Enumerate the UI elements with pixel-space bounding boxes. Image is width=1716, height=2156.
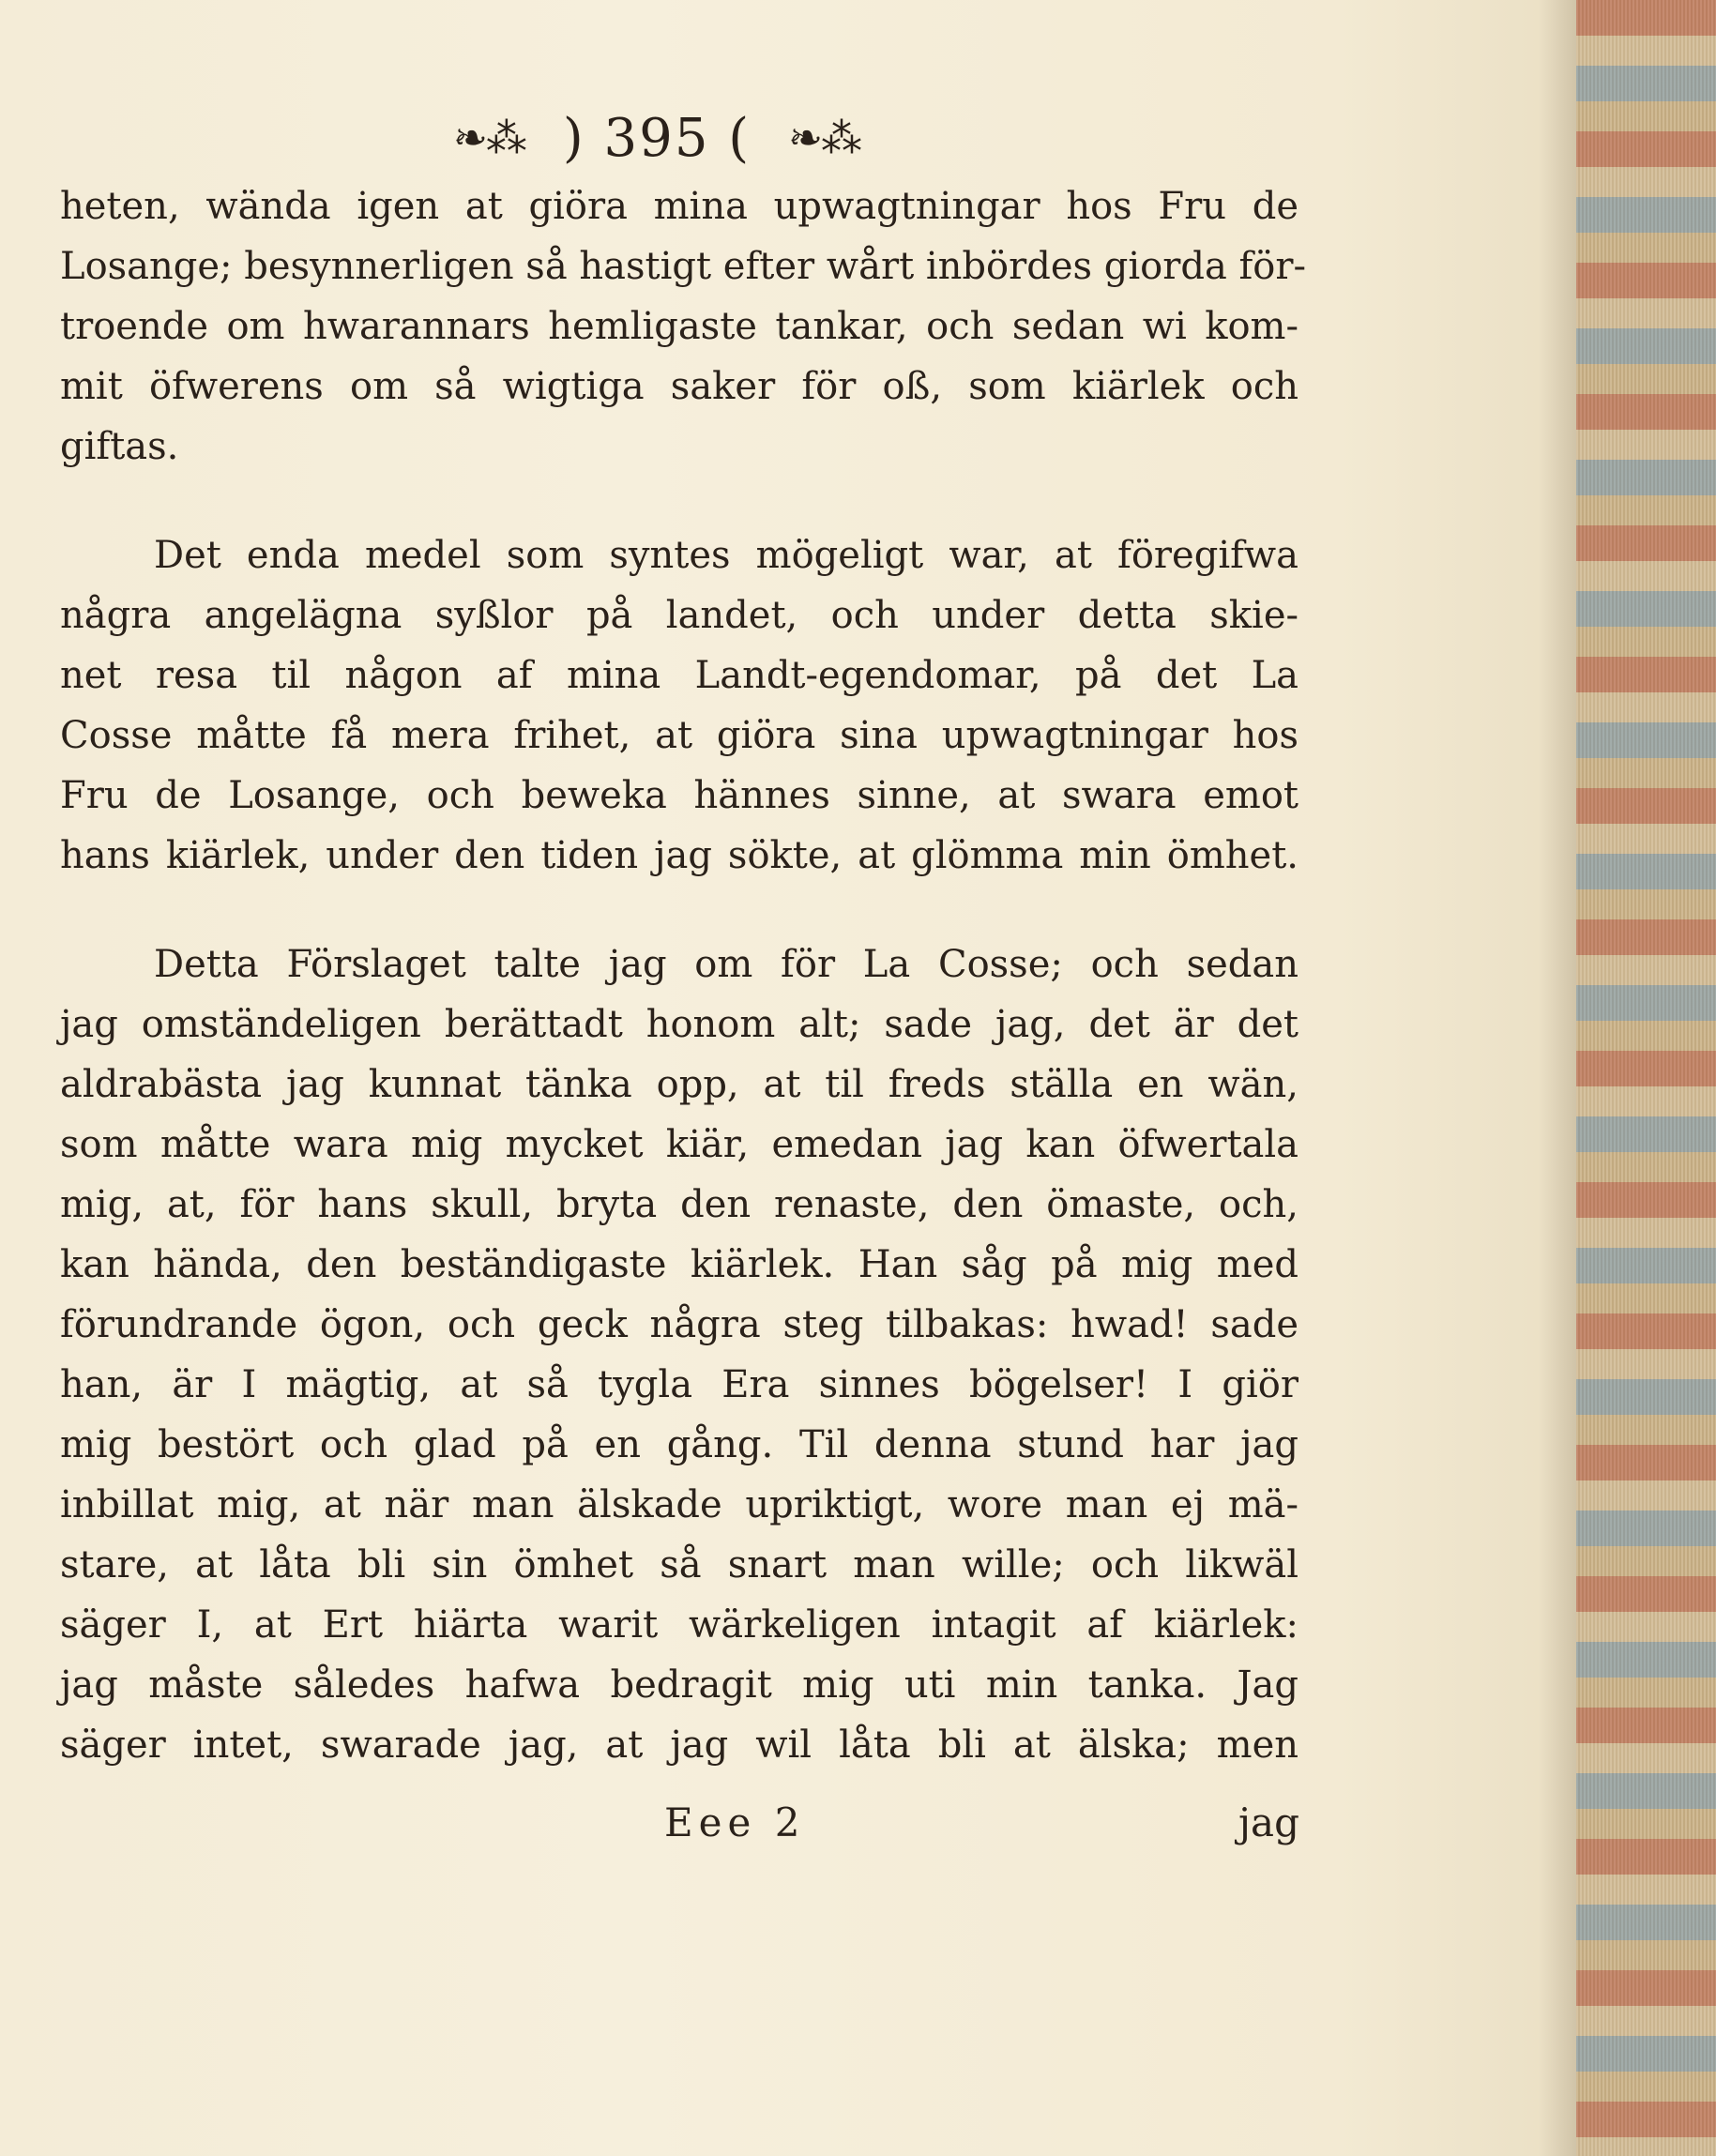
text-line: förundrande ögon, och geck några steg tilbakas: hwad! sade xyxy=(60,1303,1298,1346)
running-header xyxy=(375,105,938,171)
page-edge-decoration xyxy=(1576,0,1716,2156)
text-line: hans kiärlek, under den tiden jag sökte, at glömma min ömhet. xyxy=(60,834,1298,877)
catchword: jag xyxy=(1238,1799,1299,1845)
text-line: säger intet, swarade jag, at jag wil låta bli at älska; men xyxy=(60,1723,1298,1767)
text-line: Detta Förslaget talte jag om för La Cosse; och sedan xyxy=(154,943,1298,986)
text-line: jag omständeligen berättadt honom alt; sade jag, det är det xyxy=(60,1003,1298,1046)
signature-mark: Eee 2 xyxy=(664,1799,806,1845)
text-line: aldrabästa jag kunnat tänka opp, at til freds ställa en wän, xyxy=(60,1063,1298,1106)
body-text xyxy=(60,176,1307,1775)
paragraph-2 xyxy=(60,525,1298,886)
text-line: han, är I mägtig, at så tygla Era sinnes bögelser! I giör xyxy=(60,1363,1298,1406)
text-line: net resa til någon af mina Landt-egendomar, på det La xyxy=(60,654,1298,697)
text-line: stare, at låta bli sin ömhet så snart man wille; och likwäl xyxy=(60,1543,1298,1587)
text-line: inbillat mig, at när man älskade upriktigt, wore man ej mä- xyxy=(60,1483,1298,1526)
text-line: några angelägna syßlor på landet, och under detta skie- xyxy=(60,594,1298,637)
text-line: Losange; besynnerligen så hastigt efter wårt inbördes giorda för- xyxy=(60,245,1307,288)
text-line: giftas. xyxy=(60,425,179,468)
text-line: jag måste således hafwa bedragit mig uti min tanka. Jag xyxy=(60,1663,1298,1707)
text-line: Det enda medel som syntes mögeligt war, at föregifwa xyxy=(154,534,1298,577)
text-line: Cosse måtte få mera frihet, at giöra sina upwagtningar hos xyxy=(60,714,1298,757)
text-line: säger I, at Ert hiärta warit wärkeligen intagit af kiärlek: xyxy=(60,1603,1298,1647)
text-line: kan hända, den beständigaste kiärlek. Han såg på mig med xyxy=(60,1243,1298,1286)
text-line: mig bestört och glad på en gång. Til denna stund har jag xyxy=(60,1423,1298,1466)
text-line: mit öfwerens om så wigtiga saker för oß, som kiärlek och xyxy=(60,365,1298,408)
page-footer xyxy=(0,1799,1576,1860)
text-line: troende om hwarannars hemligaste tankar, och sedan wi kom- xyxy=(60,305,1298,348)
text-line: som måtte wara mig mycket kiär, emedan jag kan öfwertala xyxy=(60,1123,1298,1166)
header-ornament-right: ❧⁂ xyxy=(788,114,860,162)
header-ornament-left: ❧⁂ xyxy=(453,114,525,162)
text-line: mig, at, för hans skull, bryta den renaste, den ömaste, och, xyxy=(60,1183,1298,1226)
text-line: heten, wända igen at giöra mina upwagtningar hos Fru de xyxy=(60,185,1298,228)
paragraph-1 xyxy=(60,176,1307,477)
paragraph-3 xyxy=(60,934,1298,1775)
page-number: ) 395 ( xyxy=(562,107,752,169)
text-line: Fru de Losange, och beweka hännes sinne, at swara emot xyxy=(60,774,1298,817)
